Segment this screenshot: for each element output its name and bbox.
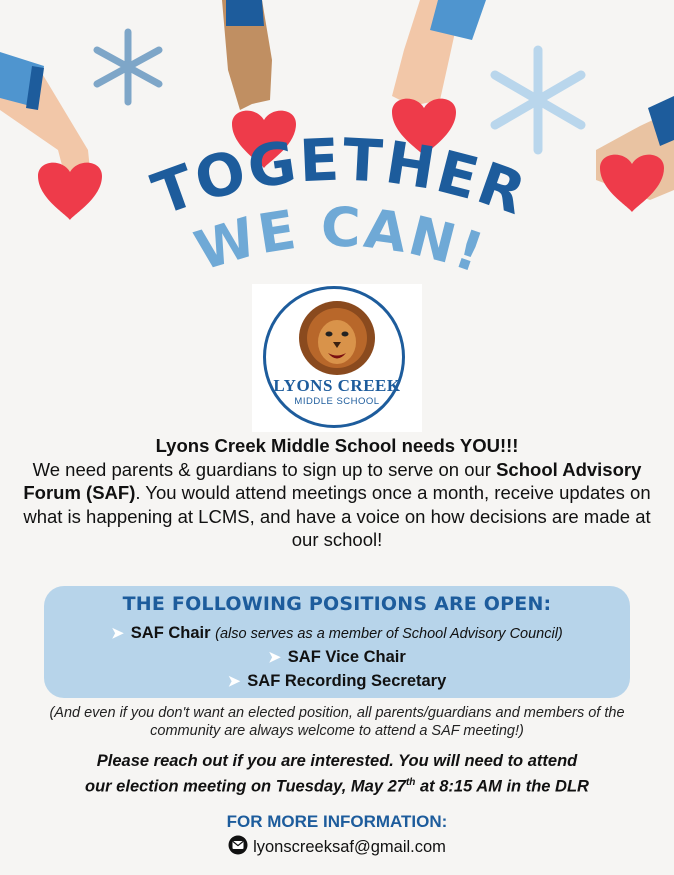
email-icon — [228, 835, 248, 855]
snowflake-icon — [97, 32, 159, 102]
open-positions-box — [44, 586, 630, 698]
chevron-right-icon: ➤ — [227, 673, 241, 690]
logo-school-subtitle: MIDDLE SCHOOL — [294, 396, 380, 407]
headline-we-can: WE CAN! — [187, 195, 493, 286]
position-title: SAF Chair — [130, 624, 211, 642]
cta-ordinal-suffix: th — [405, 777, 416, 788]
more-info-heading: FOR MORE INFORMATION: — [226, 812, 448, 831]
hand-holding-heart-icon — [0, 52, 102, 220]
chevron-right-icon: ➤ — [111, 625, 124, 642]
logo-school-name: LYONS CREEK — [273, 376, 401, 395]
snowflake-icon — [495, 50, 581, 150]
contact-email[interactable]: lyonscreeksaf@gmail.com — [253, 838, 446, 856]
chevron-right-icon: ➤ — [268, 649, 281, 666]
intro-headline: Lyons Creek Middle School needs YOU!!! — [155, 435, 519, 456]
headline-together: TOGETHER — [144, 125, 536, 229]
position-title: SAF Vice Chair — [287, 648, 406, 666]
intro-lead: We need parents & guardians to sign up to serve on our — [32, 458, 497, 480]
intro-tail: . You would attend meetings once a month, receive updates on what is happening at LCMS, and have a voice on how decisions are made at our school! — [23, 482, 651, 550]
position-title: SAF Recording Secretary — [247, 672, 447, 690]
call-to-action — [14, 750, 660, 798]
lion-icon — [297, 298, 377, 376]
position-item — [44, 624, 630, 643]
positions-heading: THE FOLLOWING POSITIONS ARE OPEN: — [122, 593, 552, 615]
position-item — [44, 672, 630, 691]
intro-forum-name: School Advisory Forum (SAF) — [23, 458, 642, 503]
position-note: (also serves as a member of School Advisory Council) — [215, 626, 563, 642]
cta-line-2-post: at 8:15 AM in the DLR — [415, 777, 589, 796]
welcome-note: (And even if you don't want an elected position, all parents/guardians and members of the community are always welcome to attend a SAF meeting!) — [49, 705, 625, 739]
cta-line-2-pre: our election meeting on Tuesday, May 27 — [85, 777, 406, 796]
cta-line-1: Please reach out if you are interested. You will need to attend — [96, 752, 578, 770]
school-logo — [252, 284, 422, 432]
contact-email-row[interactable] — [0, 835, 674, 857]
hand-holding-heart-icon — [596, 96, 674, 212]
position-item — [44, 648, 630, 667]
intro-paragraph — [20, 434, 654, 552]
